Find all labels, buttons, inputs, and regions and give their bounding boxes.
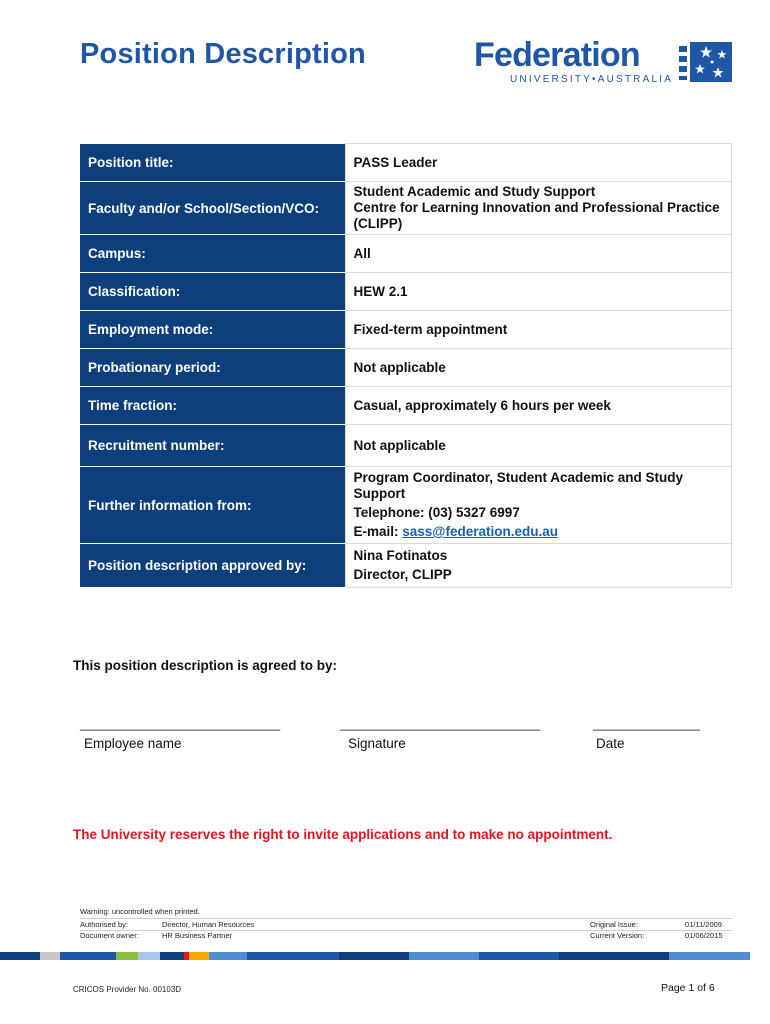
color-bar-segment bbox=[160, 952, 184, 960]
faculty-value-line-2: Centre for Learning Innovation and Professional Practice (CLIPP) bbox=[353, 200, 720, 231]
cricos-provider: CRICOS Provider No. 00103D bbox=[73, 985, 182, 994]
original-issue-label: Original Issue: bbox=[590, 920, 638, 929]
document-owner-value: HR Business Partner bbox=[162, 931, 233, 940]
university-logo bbox=[474, 36, 732, 88]
position-title-value: PASS Leader bbox=[345, 144, 732, 182]
further-information-label: Further information from: bbox=[80, 467, 345, 544]
employee-name-label: Employee name bbox=[84, 736, 182, 751]
row-faculty bbox=[80, 182, 732, 235]
row-approved-by bbox=[80, 544, 732, 588]
southern-cross-flag-icon bbox=[676, 40, 732, 84]
faculty-value bbox=[345, 182, 732, 235]
recruitment-number-value: Not applicable bbox=[345, 425, 732, 467]
row-campus bbox=[80, 235, 732, 273]
time-fraction-value: Casual, approximately 6 hours per week bbox=[345, 387, 732, 425]
row-classification bbox=[80, 273, 732, 311]
color-bar-segment bbox=[247, 952, 339, 960]
row-probationary-period bbox=[80, 349, 732, 387]
email-link[interactable]: sass@federation.edu.au bbox=[402, 524, 558, 539]
campus-value: All bbox=[345, 235, 732, 273]
campus-label: Campus: bbox=[80, 235, 345, 273]
color-bar-segment bbox=[559, 952, 669, 960]
contact-phone: Telephone: (03) 5327 6997 bbox=[353, 505, 520, 520]
signature-line: ______________________________ bbox=[340, 717, 541, 731]
faculty-label: Faculty and/or School/Section/VCO: bbox=[80, 182, 345, 235]
logo-wordmark: Federation bbox=[474, 36, 640, 74]
color-bar-segment bbox=[60, 952, 116, 960]
date-line: ________________ bbox=[593, 717, 700, 731]
recruitment-number-label: Recruitment number: bbox=[80, 425, 345, 467]
row-position-title bbox=[80, 144, 732, 182]
color-bar-segment bbox=[209, 952, 247, 960]
position-title-label: Position title: bbox=[80, 144, 345, 182]
color-bar-segment bbox=[479, 952, 559, 960]
authorised-by-label: Authorised by: bbox=[80, 920, 128, 929]
employment-mode-value: Fixed-term appointment bbox=[345, 311, 732, 349]
color-bar-segment bbox=[138, 952, 160, 960]
signature-label: Signature bbox=[348, 736, 406, 751]
row-recruitment-number bbox=[80, 425, 732, 467]
contact-email-line bbox=[354, 524, 724, 540]
color-bar-segment bbox=[339, 952, 409, 960]
page-title: Position Description bbox=[80, 38, 366, 70]
color-bar-segment bbox=[409, 952, 479, 960]
color-bar-segment bbox=[40, 952, 60, 960]
row-employment-mode bbox=[80, 311, 732, 349]
probationary-period-value: Not applicable bbox=[345, 349, 732, 387]
approver-name: Nina Fotinatos bbox=[353, 548, 448, 563]
time-fraction-label: Time fraction: bbox=[80, 387, 345, 425]
page-number: Page 1 of 6 bbox=[661, 982, 715, 994]
color-bar-segment bbox=[189, 952, 209, 960]
faculty-value-line-1: Student Academic and Study Support bbox=[353, 184, 596, 199]
email-prefix: E-mail: bbox=[353, 524, 403, 539]
approved-by-label: Position description approved by: bbox=[80, 544, 345, 588]
classification-value: HEW 2.1 bbox=[345, 273, 732, 311]
contact-role: Program Coordinator, Student Academic and Study Support bbox=[353, 470, 684, 501]
color-bar-segment bbox=[116, 952, 138, 960]
row-time-fraction bbox=[80, 387, 732, 425]
authorised-by-value: Director, Human Resources bbox=[162, 920, 255, 929]
employee-name-line: ______________________________ bbox=[80, 717, 281, 731]
position-details-table bbox=[80, 143, 732, 588]
classification-label: Classification: bbox=[80, 273, 345, 311]
date-label: Date bbox=[596, 736, 625, 751]
further-information-value bbox=[345, 467, 732, 544]
appointment-notice: The University reserves the right to invite applications and to make no appointment. bbox=[73, 827, 613, 842]
approved-by-value bbox=[345, 544, 732, 588]
footer-divider bbox=[80, 918, 732, 919]
document-owner-label: Document owner: bbox=[80, 931, 139, 940]
row-further-information bbox=[80, 467, 732, 544]
agreement-heading: This position description is agreed to by: bbox=[73, 658, 338, 673]
logo-subtitle: UNIVERSITY•AUSTRALIA bbox=[510, 74, 674, 85]
original-issue-value: 01/11/2009 bbox=[685, 920, 722, 929]
probationary-period-label: Probationary period: bbox=[80, 349, 345, 387]
uncontrolled-warning: Warning: uncontrolled when printed. bbox=[80, 907, 200, 916]
footer-color-bar bbox=[0, 952, 770, 960]
color-bar-segment bbox=[669, 952, 750, 960]
approver-role: Director, CLIPP bbox=[353, 567, 452, 582]
employment-mode-label: Employment mode: bbox=[80, 311, 345, 349]
current-version-label: Current Version: bbox=[590, 931, 645, 940]
current-version-value: 01/06/2015 bbox=[685, 931, 723, 940]
color-bar-segment bbox=[0, 952, 40, 960]
